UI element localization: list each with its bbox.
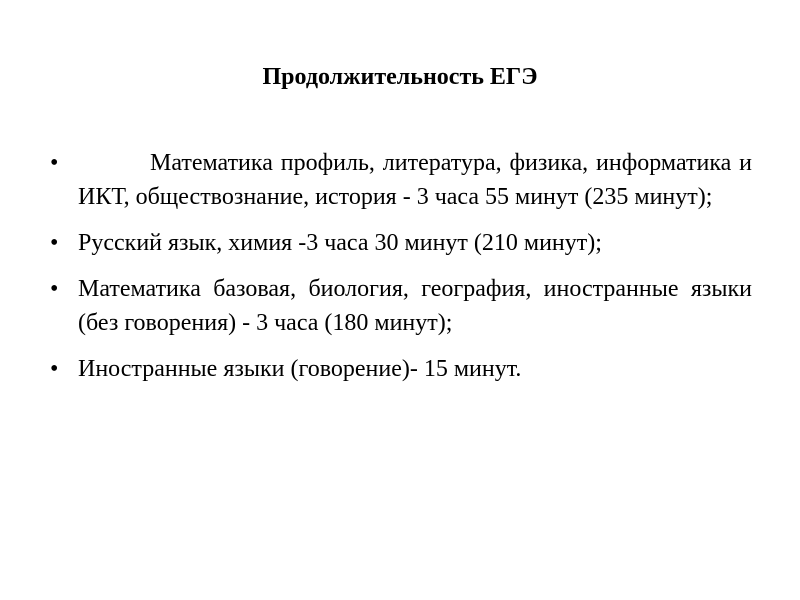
bullet-icon: • — [50, 150, 59, 176]
bullet-text: Математика базовая, биология, география, иностранные языки (без говорения) - 3 часа (180 минут); — [78, 276, 752, 336]
slide-title: Продолжительность ЕГЭ — [262, 64, 538, 90]
bullet-item-2 — [48, 226, 752, 260]
bullet-item-4 — [48, 352, 752, 386]
bullet-icon: • — [50, 230, 59, 256]
bullet-icon: • — [50, 276, 59, 302]
bullet-text: Математика профиль, литература, физика, информатика и ИКТ, обществознание, история - 3 часа 55 минут (235 минут); — [78, 150, 752, 210]
bullet-item-1 — [48, 146, 752, 214]
bullet-list — [48, 146, 752, 398]
bullet-text: Иностранные языки (говорение)- 15 минут. — [78, 356, 522, 382]
bullet-text: Русский язык, химия -3 часа 30 минут (210 минут); — [78, 230, 602, 256]
bullet-icon: • — [50, 356, 59, 382]
bullet-item-3 — [48, 272, 752, 340]
